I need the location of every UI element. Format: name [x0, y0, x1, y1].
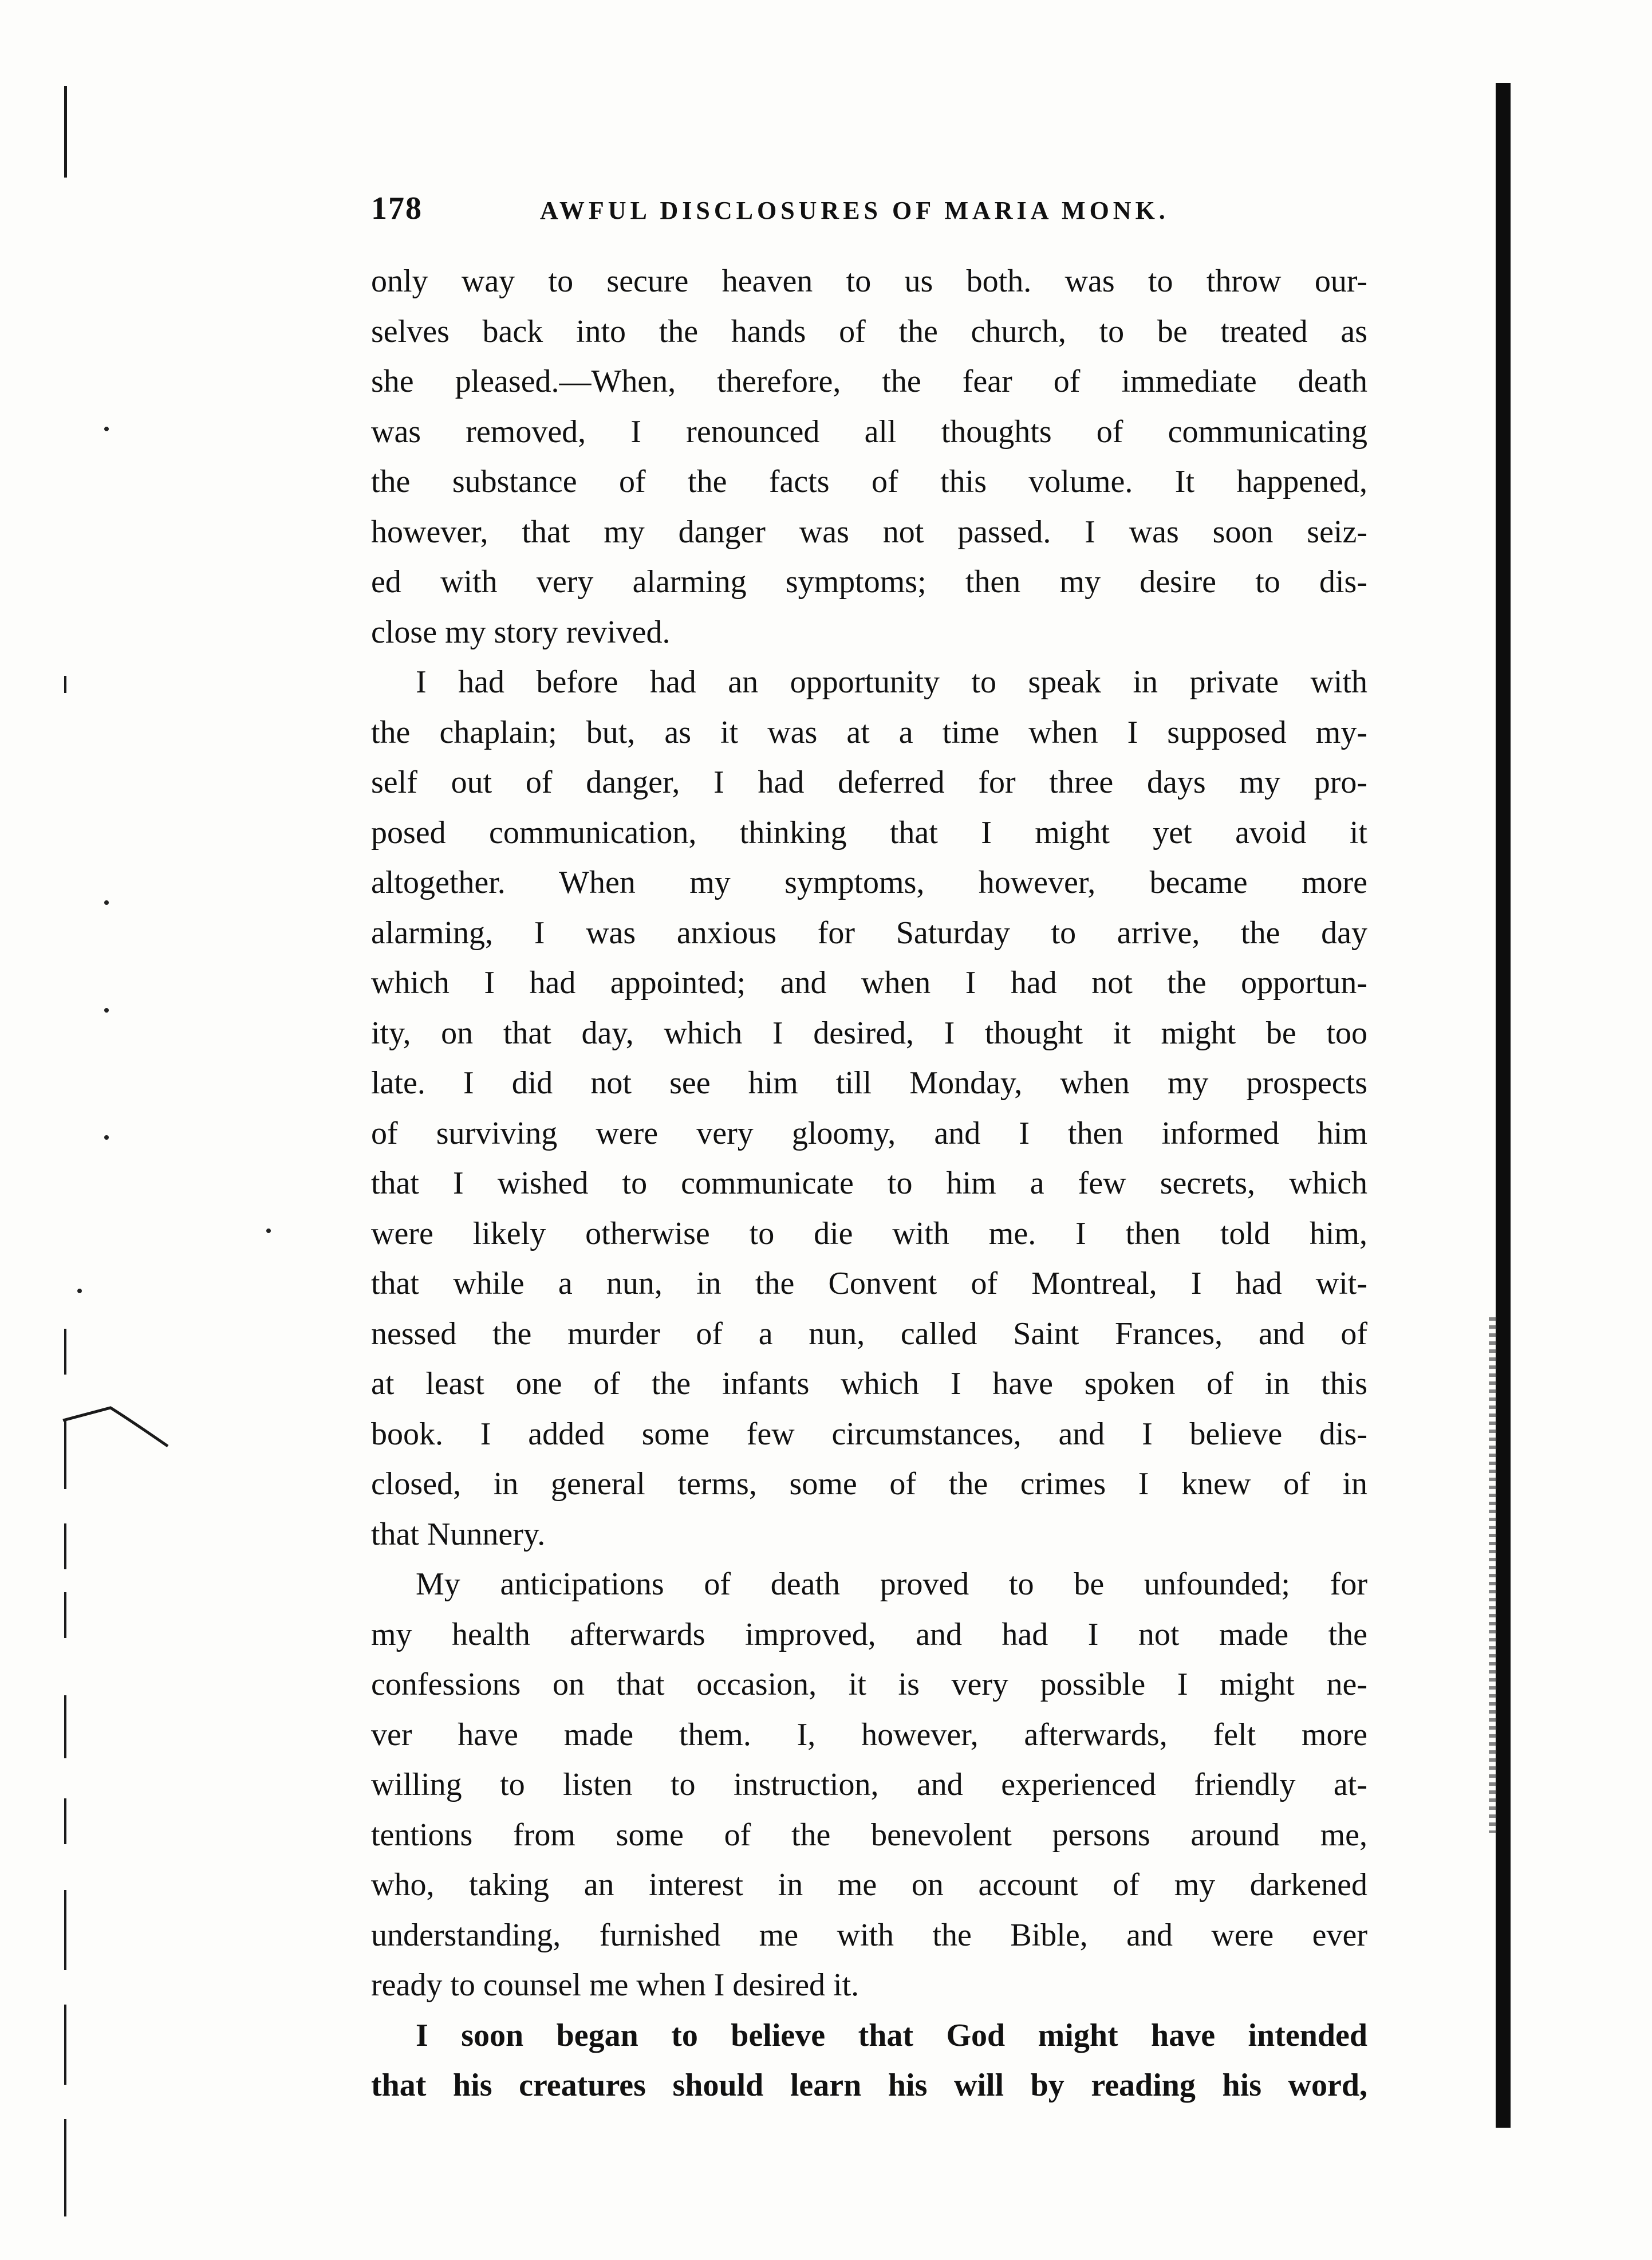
text-line: of surviving were very gloomy, and I then informed him: [371, 1115, 1367, 1151]
text-line: only way to secure heaven to us both. was to throw our-: [371, 263, 1367, 299]
text-line: which I had appointed; and when I had not the opportun-: [371, 965, 1367, 1001]
paragraph: [371, 257, 1367, 657]
text-line: posed communication, thinking that I might yet avoid it: [371, 814, 1367, 851]
page-header: [371, 190, 1419, 242]
text-line: who, taking an interest in me on account of my darkened: [371, 1867, 1367, 1903]
scan-speck: [104, 900, 109, 905]
paragraph: [371, 1560, 1367, 2011]
scan-edge-mark: [64, 2005, 66, 2085]
text-line: ed with very alarming symptoms; then my desire to dis-: [371, 564, 1367, 600]
scan-edge-mark: [64, 1798, 66, 1844]
text-line: understanding, furnished me with the Bible, and were ever: [371, 1917, 1367, 1953]
scan-edge-mark: [64, 86, 67, 178]
paragraph: [371, 2011, 1367, 2111]
text-line: that Nunnery.: [371, 1516, 546, 1552]
scan-edge-mark: [64, 1695, 66, 1758]
scan-speck: [77, 1289, 82, 1293]
running-title: AWFUL DISCLOSURES OF MARIA MONK.: [540, 196, 1169, 225]
text-line: nessed the murder of a nun, called Saint Frances, and of: [371, 1316, 1367, 1352]
text-line: ready to counsel me when I desired it.: [371, 1967, 859, 2003]
text-line: closed, in general terms, some of the crimes I knew of in: [371, 1466, 1367, 1502]
scan-edge-mark: [64, 1329, 66, 1375]
text-line: my health afterwards improved, and had I not made the: [371, 1616, 1367, 1652]
paragraph: [371, 657, 1367, 1560]
text-line: altogether. When my symptoms, however, became more: [371, 865, 1367, 900]
text-line: the substance of the facts of this volume. It happened,: [371, 464, 1367, 499]
text-line: were likely otherwise to die with me. I then told him,: [371, 1215, 1367, 1251]
page-number: 178: [371, 191, 423, 226]
pencil-mark: [62, 1397, 176, 1449]
binding-edge-fringe: [1489, 1317, 1497, 1833]
body-text: [371, 257, 1367, 2111]
text-line: book. I added some few circumstances, and I believe dis-: [371, 1416, 1367, 1452]
scan-speck: [266, 1229, 271, 1233]
text-line: that while a nun, in the Convent of Montreal, I had wit-: [371, 1266, 1367, 1301]
text-line: confessions on that occasion, it is very possible I might ne-: [371, 1667, 1367, 1702]
scan-speck: [104, 1008, 109, 1013]
text-line: willing to listen to instruction, and experienced friendly at-: [371, 1767, 1367, 1802]
text-line: that his creatures should learn his will by reading his word,: [371, 2068, 1367, 2103]
scan-edge-mark: [64, 1592, 66, 1638]
text-line: close my story revived.: [371, 614, 671, 650]
text-line: My anticipations of death proved to be unfounded; for: [416, 1566, 1367, 1602]
text-line: she pleased.—When, therefore, the fear of immediate death: [371, 364, 1367, 399]
scan-edge-mark: [64, 1523, 66, 1569]
text-line: I soon began to believe that God might have intended: [416, 2017, 1367, 2053]
text-line: late. I did not see him till Monday, when my prospects: [371, 1065, 1367, 1101]
text-line: I had before had an opportunity to speak in private with: [416, 664, 1367, 700]
scan-speck: [104, 1135, 109, 1140]
text-line: that I wished to communicate to him a few secrets, which: [371, 1166, 1367, 1201]
text-line: at least one of the infants which I have spoken of in this: [371, 1366, 1367, 1401]
scan-speck: [104, 427, 109, 431]
scan-edge-mark: [64, 1890, 66, 1970]
text-line: however, that my danger was not passed. I was soon seiz-: [371, 514, 1367, 550]
text-line: was removed, I renounced all thoughts of communicating: [371, 414, 1367, 450]
text-line: tentions from some of the benevolent persons around me,: [371, 1817, 1367, 1853]
text-line: self out of danger, I had deferred for three days my pro-: [371, 765, 1367, 800]
binding-edge: [1496, 83, 1511, 2128]
text-line: alarming, I was anxious for Saturday to arrive, the day: [371, 915, 1367, 951]
text-line: the chaplain; but, as it was at a time when I supposed my-: [371, 714, 1367, 750]
scan-edge-mark: [64, 2119, 66, 2216]
scan-edge-mark: [64, 676, 66, 693]
text-line: ity, on that day, which I desired, I thought it might be too: [371, 1015, 1367, 1051]
text-line: ver have made them. I, however, afterwards, felt more: [371, 1716, 1367, 1753]
text-line: selves back into the hands of the church, to be treated as: [371, 313, 1367, 349]
